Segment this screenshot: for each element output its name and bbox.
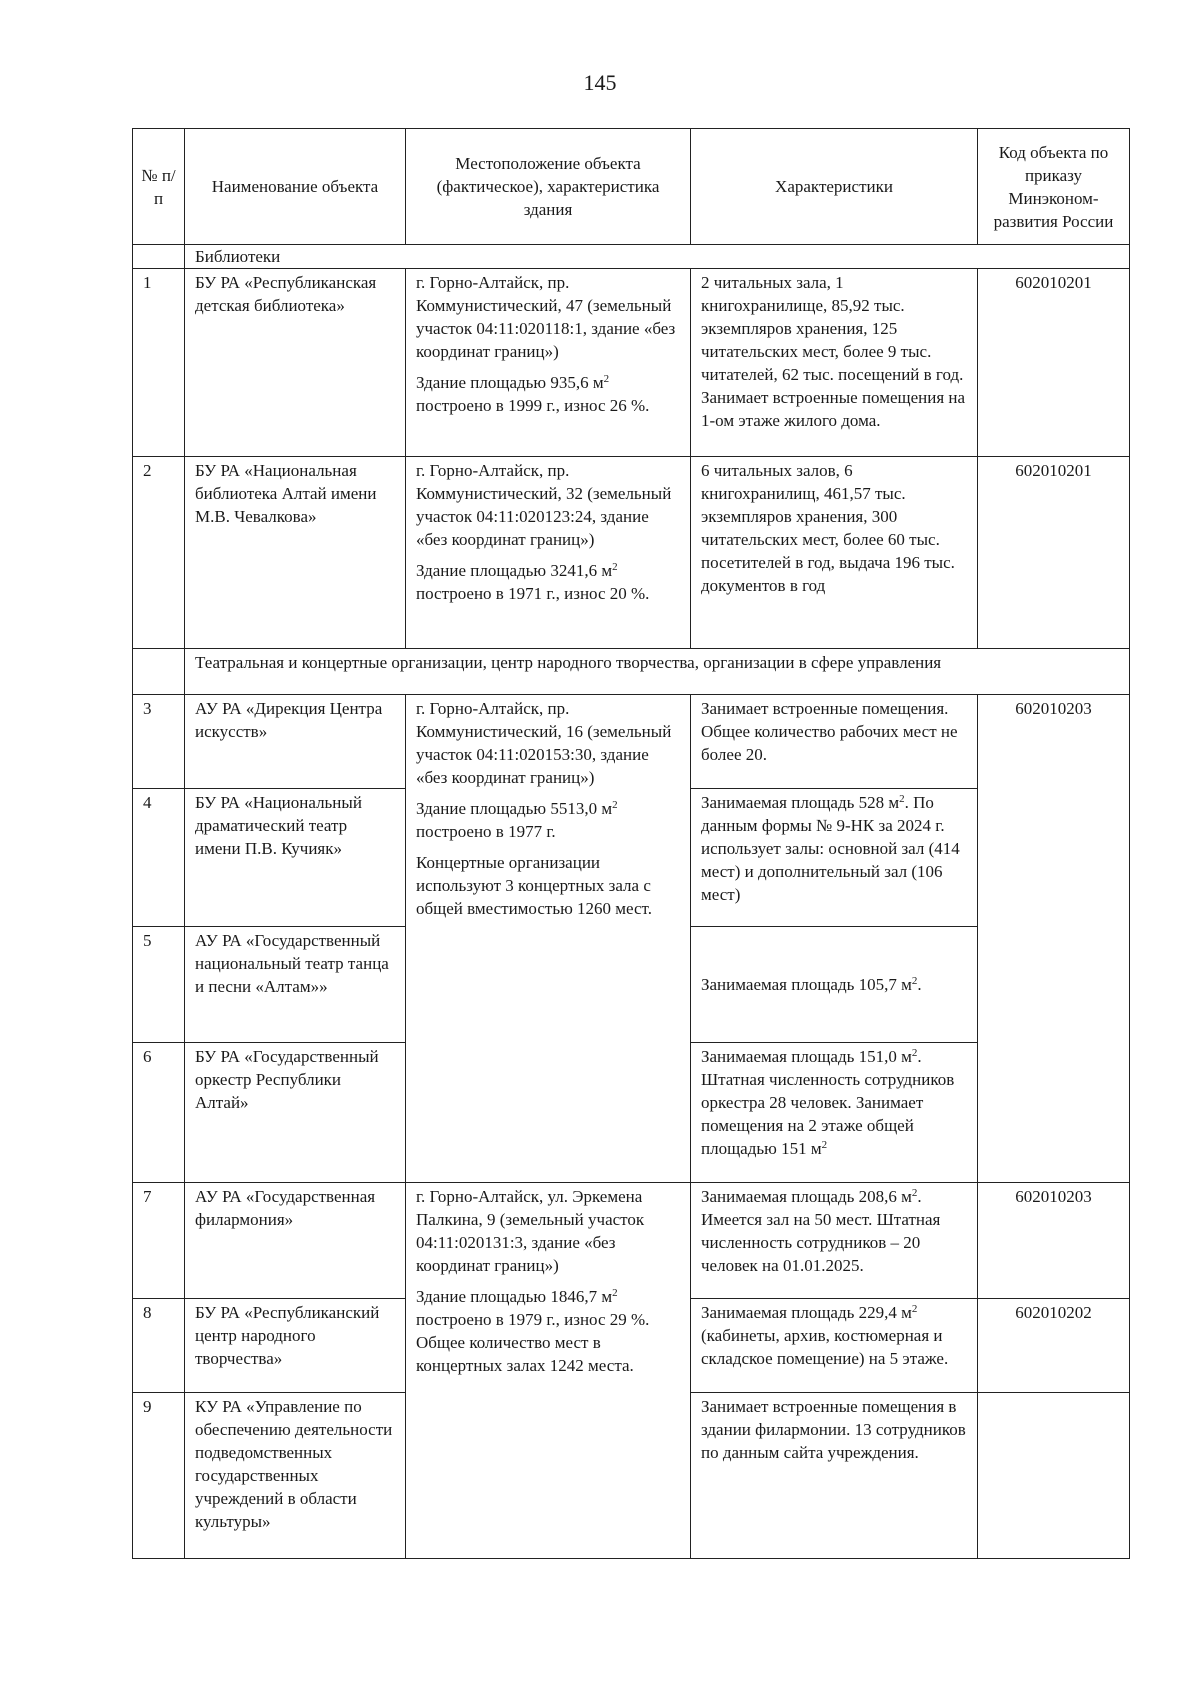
object-characteristics: Занимаемая площадь 151,0 $м^2$. Штатная численность сотрудников оркестра 28 человек. Занимает помещения на 2 этаже общей площадью 151 $м^2$ bbox=[691, 1043, 978, 1183]
object-name: БУ РА «Республиканская детская библиотека» bbox=[185, 269, 406, 457]
section-title-theatres: Театральная и концертные организации, центр народного творчества, организации в сфере управления bbox=[185, 649, 1130, 695]
object-name: БУ РА «Национальный драматический театр имени П.В. Кучияк» bbox=[185, 789, 406, 927]
building-info: Здание площадью 3241,6 $м^2$ построено в 1971 г., износ 20 %. bbox=[416, 561, 650, 603]
object-code: 602010202 bbox=[978, 1299, 1130, 1393]
object-code: 602010201 bbox=[978, 457, 1130, 649]
concert-info: Концертные организации используют 3 концертных зала с общей вместимостью 1260 мест. bbox=[416, 853, 652, 918]
object-code: 602010201 bbox=[978, 269, 1130, 457]
header-no: № п/п bbox=[133, 129, 185, 245]
row-number: 4 bbox=[133, 789, 185, 927]
object-characteristics: Занимает встроенные помещения в здании филармонии. 13 сотрудников по данным сайта учреждения. bbox=[691, 1393, 978, 1559]
row-number: 1 bbox=[133, 269, 185, 457]
header-code: Код объекта по приказу Минэконом-развития России bbox=[978, 129, 1130, 245]
building-info: Здание площадью 5513,0 $м^2$ построено в 1977 г. bbox=[416, 799, 618, 841]
object-name: АУ РА «Дирекция Центра искусств» bbox=[185, 695, 406, 789]
object-code: 602010203 bbox=[978, 1183, 1130, 1299]
object-name: БУ РА «Республиканский центр народного творчества» bbox=[185, 1299, 406, 1393]
row-number: 9 bbox=[133, 1393, 185, 1559]
object-characteristics: Занимает встроенные помещения. Общее количество рабочих мест не более 20. bbox=[691, 695, 978, 789]
header-name: Наименование объекта bbox=[185, 129, 406, 245]
row-number: 2 bbox=[133, 457, 185, 649]
building-info: Здание площадью 1846,7 $м^2$ построено в 1979 г., износ 29 %. Общее количество мест в концертных залах 1242 места. bbox=[416, 1287, 650, 1375]
table-header-row bbox=[133, 129, 1130, 245]
object-code: 602010203 bbox=[978, 695, 1130, 1183]
object-name: КУ РА «Управление по обеспечению деятельности подведомственных государственных учреждений в области культуры» bbox=[185, 1393, 406, 1559]
section-title-libraries: Библиотеки bbox=[185, 245, 1130, 269]
object-location-group-b bbox=[406, 1183, 691, 1559]
object-name: АУ РА «Государственный национальный театр танца и песни «Алтам»» bbox=[185, 927, 406, 1043]
object-location bbox=[406, 457, 691, 649]
header-characteristics: Характеристики bbox=[691, 129, 978, 245]
row-number: 5 bbox=[133, 927, 185, 1043]
location-address: г. Горно-Алтайск, ул. Эркемена Палкина, 9 (земельный участок 04:11:020131:3, здание «без координат границ») bbox=[416, 1187, 645, 1275]
object-characteristics: Занимаемая площадь 229,4 $м^2$ (кабинеты, архив, костюмерная и складское помещение) на 5 этаже. bbox=[691, 1299, 978, 1393]
location-address: г. Горно-Алтайск, пр. Коммунистический, 47 (земельный участок 04:11:020118:1, здание «без координат границ») bbox=[416, 273, 676, 361]
table-row bbox=[133, 695, 1130, 789]
row-number: 8 bbox=[133, 1299, 185, 1393]
row-number: 6 bbox=[133, 1043, 185, 1183]
object-characteristics: Занимаемая площадь 105,7 $м^2$. bbox=[691, 927, 978, 1043]
page-number: 145 bbox=[583, 70, 617, 95]
section-row-libraries bbox=[133, 245, 1130, 269]
header-location: Местоположение объекта (фактическое), характеристика здания bbox=[406, 129, 691, 245]
object-characteristics: 2 читальных зала, 1 книгохранилище, 85,92 тыс. экземпляров хранения, 125 читательских мест, более 9 тыс. читателей, 62 тыс. посещений в год. Занимает встроенные помещения на 1-ом этаже жилого дома. bbox=[691, 269, 978, 457]
object-name: АУ РА «Государственная филармония» bbox=[185, 1183, 406, 1299]
object-code-empty bbox=[978, 1393, 1130, 1559]
building-info: Здание площадью 935,6 $м^2$ построено в 1999 г., износ 26 %. bbox=[416, 373, 650, 415]
object-characteristics: 6 читальных залов, 6 книгохранилищ, 461,57 тыс. экземпляров хранения, 300 читательских мест, более 60 тыс. посетителей в год, выдача 196 тыс. документов в год bbox=[691, 457, 978, 649]
object-location-group-a bbox=[406, 695, 691, 1183]
row-number: 3 bbox=[133, 695, 185, 789]
object-name: БУ РА «Национальная библиотека Алтай имени М.В. Чевалкова» bbox=[185, 457, 406, 649]
table-row bbox=[133, 1183, 1130, 1299]
object-characteristics: Занимаемая площадь 528 $м^2$. По данным формы № 9-НК за 2024 г. использует залы: основной зал (414 мест) и дополнительный зал (106 мест) bbox=[691, 789, 978, 927]
location-address: г. Горно-Алтайск, пр. Коммунистический, 16 (земельный участок 04:11:020153:30, здание «без координат границ») bbox=[416, 699, 672, 787]
row-number: 7 bbox=[133, 1183, 185, 1299]
object-name: БУ РА «Государственный оркестр Республики Алтай» bbox=[185, 1043, 406, 1183]
object-location bbox=[406, 269, 691, 457]
object-characteristics: Занимаемая площадь 208,6 $м^2$. Имеется зал на 50 мест. Штатная численность сотрудников – 20 человек на 01.01.2025. bbox=[691, 1183, 978, 1299]
location-address: г. Горно-Алтайск, пр. Коммунистический, 32 (земельный участок 04:11:020123:24, здание «без координат границ») bbox=[416, 461, 672, 549]
table-row bbox=[133, 269, 1130, 457]
section-row-theatres bbox=[133, 649, 1130, 695]
table-row bbox=[133, 457, 1130, 649]
cultural-objects-table bbox=[132, 128, 1130, 1559]
